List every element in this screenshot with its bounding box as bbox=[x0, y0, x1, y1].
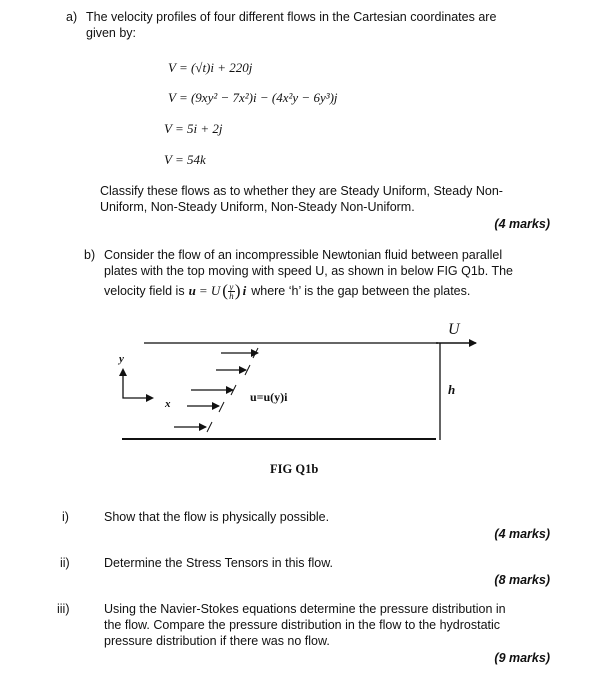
equation-4: V = 54k bbox=[164, 152, 206, 167]
figure-caption: FIG Q1b bbox=[270, 462, 319, 476]
velocity-vector-u: u bbox=[188, 283, 196, 298]
question-3-line2: the flow. Compare the pressure distribution in the flow to the hydrostatic bbox=[104, 618, 501, 632]
part-b-line1: Consider the flow of an incompressible Newtonian fluid between parallel bbox=[104, 248, 503, 262]
equation-1: V = (√t)i + 220j bbox=[168, 60, 253, 75]
question-2-text: Determine the Stress Tensors in this flow. bbox=[104, 556, 334, 570]
fraction-denominator: h bbox=[229, 290, 234, 301]
paren-close: ) bbox=[234, 281, 241, 300]
label-U: U bbox=[448, 321, 460, 338]
question-1-text: Show that the flow is physically possible. bbox=[104, 510, 330, 524]
classify-line1: Classify these flows as to whether they are Steady Uniform, Steady Non- bbox=[100, 184, 503, 198]
classify-line2: Uniform, Non-Steady Uniform, Non-Steady Non-Uniform. bbox=[100, 200, 415, 214]
velocity-eq-U: = U bbox=[198, 283, 221, 298]
part-b-line2: plates with the top moving with speed U, as shown in below FIG Q1b. The bbox=[104, 264, 514, 278]
question-2-marks: (8 marks) bbox=[494, 573, 550, 587]
unit-vector-i: i bbox=[242, 283, 247, 298]
label-h: h bbox=[448, 382, 456, 397]
question-1-number: i) bbox=[62, 510, 69, 524]
question-3-line3: pressure distribution if there was no flow. bbox=[104, 634, 330, 648]
question-3-marks: (9 marks) bbox=[494, 651, 550, 665]
part-a-marks: (4 marks) bbox=[494, 217, 550, 231]
velocity-field-prefix: velocity field is bbox=[104, 284, 185, 298]
part-a-line1: The velocity profiles of four different flows in the Cartesian coordinates are bbox=[86, 10, 497, 24]
question-3-line1: Using the Navier-Stokes equations determine the pressure distribution in bbox=[104, 602, 506, 616]
label-y: y bbox=[119, 353, 124, 365]
part-a-label: a) bbox=[66, 10, 78, 24]
velocity-profile bbox=[174, 348, 258, 432]
fraction-y-over-h bbox=[228, 283, 235, 300]
fraction-numerator: y bbox=[229, 281, 234, 292]
fig-q1b-diagram bbox=[108, 318, 488, 454]
label-x: x bbox=[165, 398, 171, 410]
question-3-number: iii) bbox=[57, 602, 70, 616]
label-velocity-profile: u=u(y)i bbox=[250, 390, 288, 404]
part-b-line3 bbox=[104, 281, 470, 301]
velocity-field-suffix: where ‘h’ is the gap between the plates. bbox=[251, 284, 471, 298]
equation-2: V = (9xy² − 7x²)i − (4x²y − 6y³)j bbox=[168, 90, 338, 105]
x-axis-arrowhead bbox=[146, 394, 154, 402]
question-2-number: ii) bbox=[60, 556, 70, 570]
equation-3: V = 5i + 2j bbox=[164, 121, 223, 136]
part-a-line2: given by: bbox=[86, 26, 137, 40]
part-b-label: b) bbox=[84, 248, 96, 262]
question-1-marks: (4 marks) bbox=[494, 527, 550, 541]
y-axis-arrowhead bbox=[119, 368, 127, 376]
paren-open: ( bbox=[222, 281, 228, 300]
